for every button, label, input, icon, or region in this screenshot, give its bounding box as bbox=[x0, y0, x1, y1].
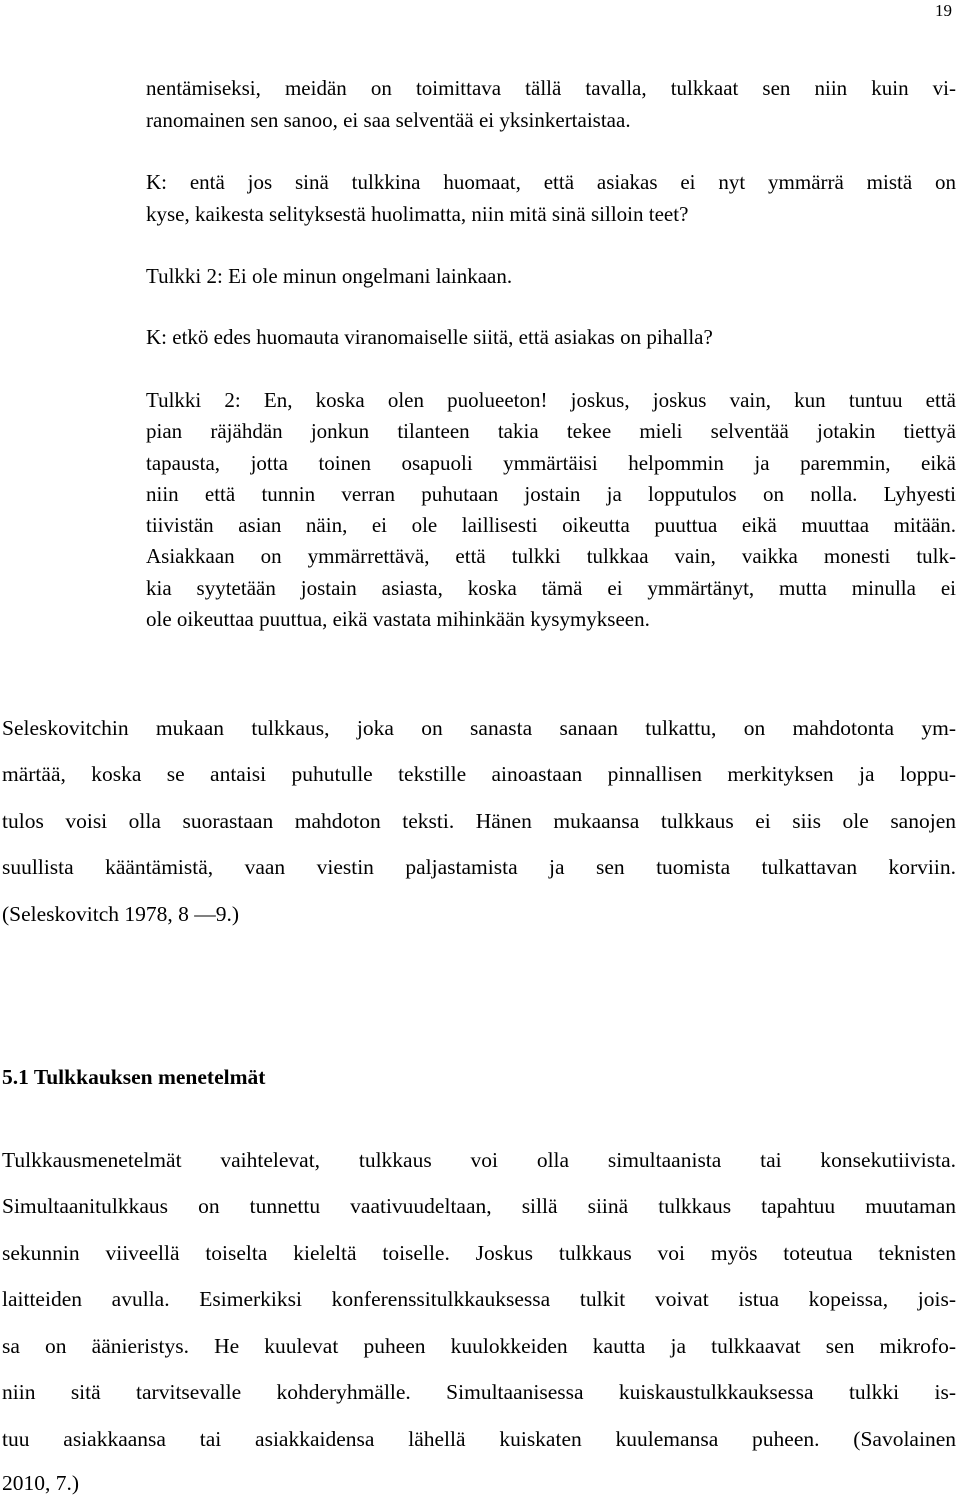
quote-line: tiivistän asian näin, ei ole laillisesti oikeutta puuttua eikä muuttaa mitään. bbox=[146, 513, 956, 537]
quote-line: kyse, kaikesta selityksestä huolimatta, niin mitä sinä silloin teet? bbox=[146, 202, 689, 226]
paragraph-line: suullista kääntämistä, vaan viestin paljastamista ja sen tuomista tulkattavan korviin. bbox=[2, 855, 956, 879]
quote-line: tapausta, jotta toinen osapuoli ymmärtäisi helpommin ja paremmin, eikä bbox=[146, 451, 956, 475]
page-number: 19 bbox=[935, 1, 952, 20]
paragraph-line: Seleskovitchin mukaan tulkkaus, joka on sanasta sanaan tulkattu, on mahdotonta ym- bbox=[2, 716, 956, 740]
quote-line: niin että tunnin verran puhutaan jostain ja lopputulos on nolla. Lyhyesti bbox=[146, 482, 956, 506]
quote-line: ole oikeuttaa puuttua, eikä vastata mihinkään kysymykseen. bbox=[146, 607, 650, 631]
quote-line: ranomainen sen sanoo, ei saa selventää ei yksinkertaistaa. bbox=[146, 108, 631, 132]
paragraph-line: sa on äänieristys. He kuulevat puheen kuulokkeiden kautta ja tulkkaavat sen mikrofo- bbox=[2, 1334, 956, 1358]
paragraph-line: (Seleskovitch 1978, 8 —9.) bbox=[2, 902, 240, 926]
paragraph-line: Tulkkausmenetelmät vaihtelevat, tulkkaus voi olla simultaanista tai konsekutiivista. bbox=[2, 1148, 956, 1172]
paragraph-line: sekunnin viiveellä toiselta kieleltä toiselle. Joskus tulkkaus voi myös toteutua teknisten bbox=[2, 1241, 956, 1265]
quote-line: nentämiseksi, meidän on toimittava tällä tavalla, tulkkaat sen niin kuin vi- bbox=[146, 76, 956, 100]
paragraph-line: laitteiden avulla. Esimerkiksi konferenssitulkkauksessa tulkit voivat istua kopeissa, jois- bbox=[2, 1287, 956, 1311]
quote-line: kia syytetään jostain asiasta, koska tämä ei ymmärtänyt, mutta minulla ei bbox=[146, 576, 956, 600]
quote-line: K: etkö edes huomauta viranomaiselle siitä, että asiakas on pihalla? bbox=[146, 325, 713, 349]
quote-line: pian räjähdän jonkun tilanteen takia tekee mieli selventää jotakin tiettyä bbox=[146, 419, 956, 443]
paragraph-line: tuu asiakkaansa tai asiakkaidensa lähellä kuiskaten kuulemansa puheen. (Savolainen bbox=[2, 1427, 956, 1451]
quote-line: Tulkki 2: En, koska olen puolueeton! joskus, joskus vain, kun tuntuu että bbox=[146, 388, 956, 412]
section-heading: 5.1 Tulkkauksen menetelmät bbox=[2, 1065, 266, 1089]
paragraph-line: tulos voisi olla suorastaan mahdoton teksti. Hänen mukaansa tulkkaus ei siis ole sanojen bbox=[2, 809, 956, 833]
quote-line: Asiakkaan on ymmärrettävä, että tulkki tulkkaa vain, vaikka monesti tulk- bbox=[146, 544, 956, 568]
quote-line: Tulkki 2: Ei ole minun ongelmani lainkaan. bbox=[146, 264, 513, 288]
paragraph-line: 2010, 7.) bbox=[2, 1471, 80, 1495]
paragraph-line: märtää, koska se antaisi puhutulle tekstille ainoastaan pinnallisen merkityksen ja loppu- bbox=[2, 762, 956, 786]
paragraph-line: Simultaanitulkkaus on tunnettu vaativuudeltaan, sillä siinä tulkkaus tapahtuu muutaman bbox=[2, 1194, 956, 1218]
quote-line: K: entä jos sinä tulkkina huomaat, että asiakas ei nyt ymmärrä mistä on bbox=[146, 170, 956, 194]
paragraph-line: niin sitä tarvitsevalle kohderyhmälle. Simultaanisessa kuiskaustulkkauksessa tulkki is- bbox=[2, 1380, 956, 1404]
